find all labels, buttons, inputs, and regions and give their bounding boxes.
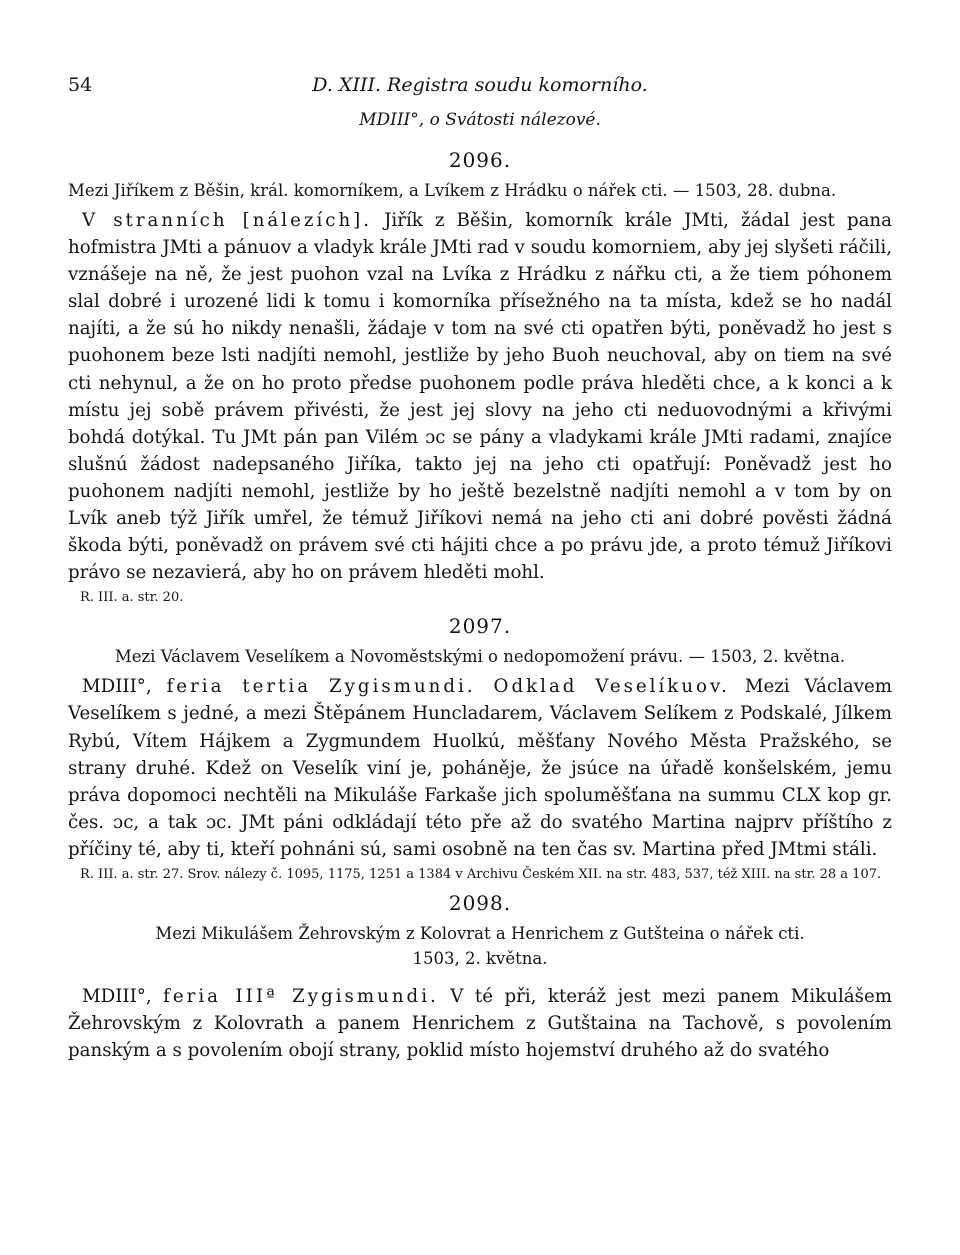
page-number: 54: [68, 74, 93, 96]
entry-number: 2096.: [448, 148, 512, 172]
entry-lead: V stranních [nálezích].: [82, 210, 373, 231]
page: [68, 70, 892, 1064]
entry-text: V té při, kteráž jest mezi panem Mikulášem Žehrovským z Kolovrath a panem Henrichem z Gutštaina na Tachově, s povolením panským a s povolením obojí strany, poklid místo hojemství druhého až do svatého: [68, 985, 892, 1062]
entry-body: [68, 673, 892, 863]
entry-text: Jiřík z Běšin, komorník krále JMti, žádal jest pana hofmistra JMti a pánuov a vladyk krále JMti rad v soudu komorniem, aby jej slyšeti ráčili, vznášeje na ně, že jest puohon vzal na Lvíka z Hrádku z nářku cti, a že tiem póhonem slal dobré i urozené lidi k tomu i komorníka přísežného na ta místa, kdež se ho nadál najíti, a že sú ho nikdy nenašli, žádaje v tom na své cti opatřen býti, poněvadž ho jest s puohonem beze lsti nadjíti nemohl, jestliže by jeho Buoh neuchoval, aby on tiem na své cti nehynul, a že on ho proto předse puohonem podle práva hleděti chce, a k konci a k místu jej sobě právem přivésti, že jest jej slovy na jeho cti neduovodnými a křivými bohdá dotýkal. Tu JMt pán pan Vilém ɔc se pány a vladykami krále JMti radami, znajíce slušnú žádost nadepsaného Jiříka, takto jej na jeho cti opatřují: Poněvadž jest ho puohonem nadjíti nemohl, jestliže by ho ještě bezelstně nadjíti nemohl a v tom by on Lvík aneb týž Jiřík umřel, že témuž Jiříkovi nemá na jeho cti ani dobré pověsti žádná škoda býti, poněvadž on právem své cti hájiti chce a po právu jde, a proto témuž Jiříkovi právo se nezavierá, aby ho on právem hleděti mohl.: [68, 210, 892, 584]
entry-number: 2098.: [448, 890, 512, 915]
entry-number: 2097.: [448, 614, 512, 639]
entry-summary: Mezi Jiříkem z Běšin, král. komorníkem, a Lvíkem z Hrádku o nářek cti. — 1503, 28. dubna.: [68, 181, 837, 200]
entry-reference: R. III. a. str. 20.: [80, 590, 184, 606]
entry-date: MDIII°,: [82, 676, 152, 698]
entry-lead: feria IIIª Zygismundi.: [163, 985, 439, 1007]
entry-summary-line: Mezi Mikulášem Žehrovským z Kolovrat a Henrichem z Gutšteina o nářek cti.: [155, 923, 805, 943]
entry-body: [68, 207, 892, 586]
entry-summary-date: 1503, 2. května.: [412, 948, 548, 968]
entry-body: [68, 983, 892, 1064]
entry-date: MDIII°,: [82, 985, 152, 1007]
running-title: D. XIII. Registra soudu komorního.: [312, 74, 648, 96]
entry-lead: feria tertia Zygismundi. Odklad Veselíkuov.: [166, 676, 730, 698]
running-header: [68, 70, 892, 106]
entry-summary: [68, 921, 892, 971]
section-subheading: MDIII°, o Svátosti nálezové.: [359, 110, 601, 130]
entry-text: Mezi Václavem Veselíkem s jedné, a mezi Štěpánem Huncladarem, Václavem Selíkem z Podskalé, Jílkem Rybú, Vítem Hájkem a Zygmundem Huolkú, měšťany Nového Města Pražského, se strany druhé. Kdež on Veselík viní je, poháněje, že jsúce na úřadě konšelském, jemu práva dopomoci nechtěli na Mikuláše Farkaše jich spoluměšťana na summu CLX kop gr. čes. ɔc, a tak ɔc. JMt páni odkládají této pře až do svatého Martina najprv příštího z příčiny té, aby ti, kteří pohnáni sú, sami osobně na ten čas sv. Martina před JMtmi stáli.: [68, 676, 892, 860]
entry-summary: Mezi Václavem Veselíkem a Novoměstskými o nedopomožení právu. — 1503, 2. května.: [114, 647, 846, 667]
entry-reference: R. III. a. str. 27. Srov. nálezy č. 1095, 1175, 1251 a 1384 v Archivu Českém XII. na str. 483, 537, též XIII. na str. 28 a 107.: [80, 866, 882, 882]
